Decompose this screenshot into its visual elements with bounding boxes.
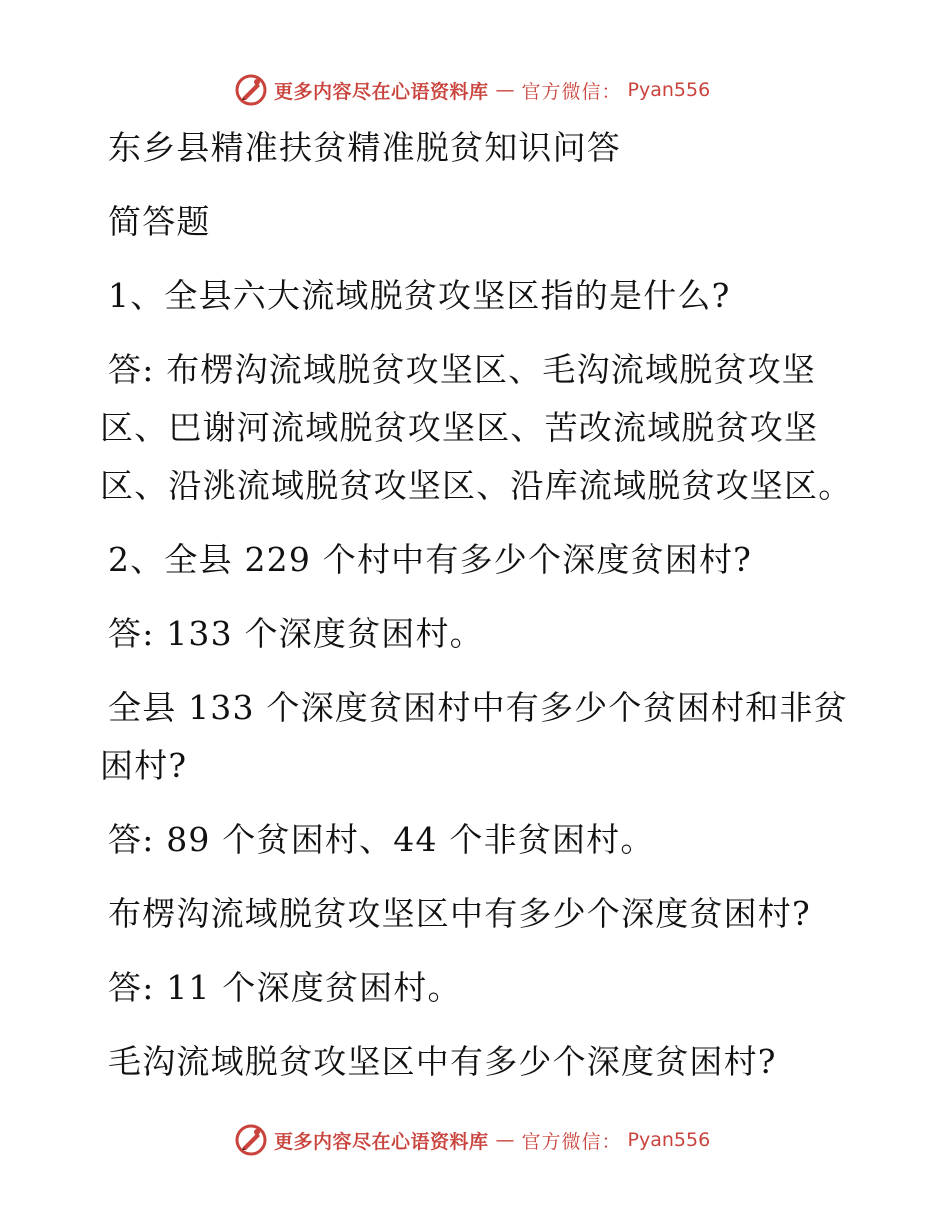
watermark-main-text: 更多内容尽在心语资料库 xyxy=(274,1130,489,1153)
watermark-wechat-label: 官方微信： xyxy=(521,80,622,103)
question-4: 布楞沟流域脱贫攻坚区中有多少个深度贫困村? xyxy=(108,894,811,933)
answer-1-line-3: 区、沿洮流域脱贫攻坚区、沿库流域脱贫攻坚区。 xyxy=(100,466,853,505)
watermark-banner-bottom xyxy=(234,1122,710,1158)
answer-3: 答: 89 个贫困村、44 个非贫困村。 xyxy=(108,820,655,859)
watermark-wechat-id: Pyan556 xyxy=(627,1129,711,1151)
pen-logo-icon xyxy=(234,73,268,107)
question-5: 毛沟流域脱贫攻坚区中有多少个深度贫困村? xyxy=(108,1042,777,1081)
watermark-banner-top xyxy=(234,72,710,108)
question-3-line-2: 困村? xyxy=(100,746,188,785)
answer-1-line-2: 区、巴谢河流域脱贫攻坚区、苦改流域脱贫攻坚 xyxy=(100,408,819,447)
question-1: 1、全县六大流域脱贫攻坚区指的是什么? xyxy=(108,276,731,315)
watermark-wechat-label: 官方微信： xyxy=(521,1130,622,1153)
watermark-wechat-id: Pyan556 xyxy=(627,79,711,101)
answer-1-line-1: 答: 布楞沟流域脱贫攻坚区、毛沟流域脱贫攻坚 xyxy=(108,350,817,389)
answer-2: 答: 133 个深度贫困村。 xyxy=(108,614,484,653)
watermark-dash: — xyxy=(495,79,515,101)
document-title: 东乡县精准扶贫精准脱贫知识问答 xyxy=(108,128,621,167)
answer-4: 答: 11 个深度贫困村。 xyxy=(108,968,462,1007)
section-heading: 简答题 xyxy=(108,202,211,241)
question-3-line-1: 全县 133 个深度贫困村中有多少个贫困村和非贫 xyxy=(108,688,848,727)
pen-logo-icon xyxy=(234,1123,268,1157)
watermark-main-text: 更多内容尽在心语资料库 xyxy=(274,80,489,103)
question-2: 2、全县 229 个村中有多少个深度贫困村? xyxy=(108,540,753,579)
watermark-dash: — xyxy=(495,1129,515,1151)
